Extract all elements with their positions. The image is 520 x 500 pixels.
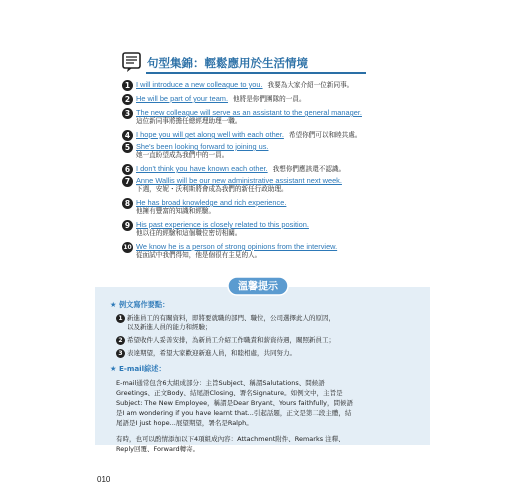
number-badge: 6 (122, 164, 133, 175)
sentence-chinese: 她一直盼望成為我們中的一員。 (136, 151, 229, 159)
number-badge: 3 (122, 108, 133, 119)
sentence-chinese: 我要為大家介紹一位新同事。 (267, 81, 354, 89)
section-header (122, 51, 354, 77)
sentence-english: We know he is a person of strong opinions from the interview. (136, 242, 338, 251)
point-number: 1 (116, 314, 125, 323)
number-badge: 7 (122, 176, 133, 187)
point-text: 表達期望，希望大家歡迎新進人員，和睦相處，共同努力。 (127, 349, 296, 357)
number-badge: 2 (122, 94, 133, 105)
sentence-chinese: 從面試中我們得知，他是個很有主見的人。 (136, 251, 262, 259)
sentence-english: Anne Wallis will be our new administrative assistant next week. (136, 176, 342, 185)
sentence-english: She's been looking forward to joining us. (136, 142, 269, 151)
number-badge: 4 (122, 130, 133, 141)
sentence-chinese: 下週，安妮・沃利斯將會成為我們的新任行政助理。 (136, 185, 288, 193)
writing-points-heading: ★ 例文寫作要點： (110, 300, 170, 309)
sentence-english: He will be part of your team. (136, 94, 229, 103)
number-badge: 8 (122, 198, 133, 209)
sentence-english: He has broad knowledge and rich experience. (136, 198, 287, 207)
tips-badge (226, 276, 290, 296)
sentence-chinese: 他以往的經驗和這個職位密切相關。 (136, 229, 242, 237)
sentence-chinese: 他擁有豐富的知識和經驗。 (136, 207, 216, 215)
document-lines-icon (122, 51, 144, 73)
sentence-english: His past experience is closely related to this position. (136, 220, 309, 229)
sentence-chinese: 這位新同事將擔任總經理助理一職。 (136, 117, 242, 125)
optional-items-paragraph: 有時，也可以酌情添加以下4項組成內容：Attachment附件、Remarks 注釋、 Reply回覆、Forward轉寄。 (116, 435, 345, 453)
tips-badge-label: 溫馨提示 (238, 281, 278, 293)
sentence-chinese: 希望你們可以和睦共處。 (288, 131, 362, 139)
sentence-english: The new colleague will serve as an assistant to the general manager. (136, 108, 362, 117)
point-number: 3 (116, 349, 125, 358)
sentence-english: I hope you will get along well with each other. (136, 130, 284, 139)
title-underline (146, 72, 366, 74)
sentence-chinese: 他將是你們團隊的一員。 (233, 95, 306, 103)
number-badge: 5 (122, 142, 133, 153)
email-summary-heading: ★ E-mail綜述： (110, 364, 166, 373)
page-number: 010 (97, 475, 111, 484)
number-badge: 9 (122, 220, 133, 231)
point-text: 以及新進人員的能力和經驗； (127, 323, 212, 331)
point-text: 希望收件人妥善安排，為新員工介紹工作職責和薪資待遇，關照新員工； (127, 336, 335, 344)
number-badge: 10 (123, 244, 132, 251)
point-text: 新進員工的有關資料，即將要就職的部門、職位，公司選擇此人的原因， (127, 314, 335, 322)
sentence-english: I will introduce a new colleague to you. (136, 80, 263, 89)
sentence-english: I don't think you have known each other. (136, 164, 268, 173)
section-title: 句型集錦：輕鬆應用於生活情境 (147, 56, 308, 70)
number-badge: 1 (122, 80, 133, 91)
sentence-chinese: 我想你們應該還不認識。 (272, 165, 346, 173)
point-number: 2 (116, 336, 125, 345)
email-summary-paragraph: E-mail通常包含6大組成部分：主旨Subject、稱謂Salutations、問候語 Greetings、正文Body、結尾語Closing、署名Signature。如例文中，主旨是 Subject: The New Employee，稱謂是Dear Bryant、Yours faithfully，問候語 是I am wondering if you have learnt that...引起話題，正文是第二段主體，結 尾語是I just hope...展望期望，署名是Ralph。 (116, 379, 353, 427)
